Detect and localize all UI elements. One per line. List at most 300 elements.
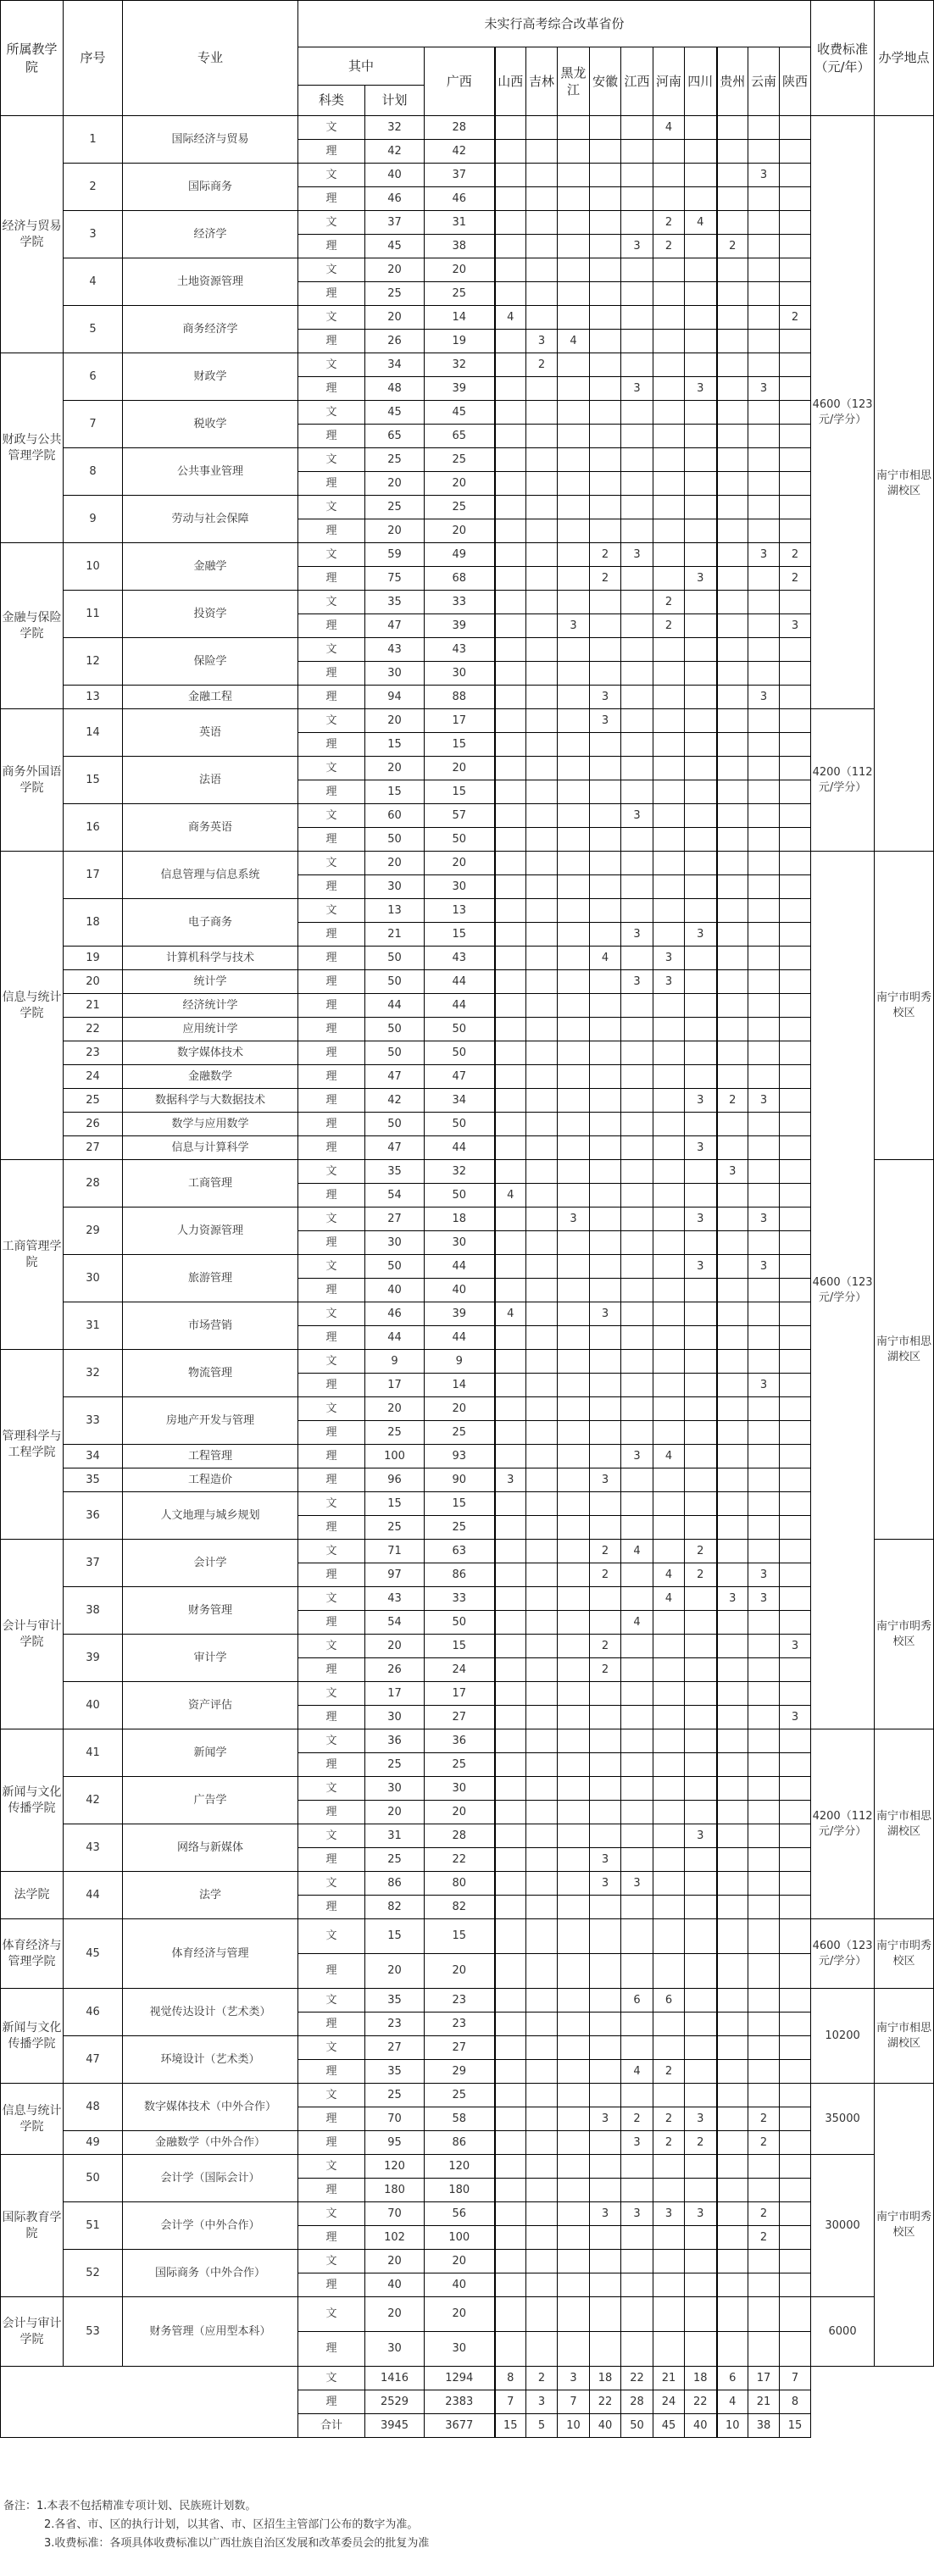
totals-province: 10 <box>717 2414 748 2438</box>
province-cell <box>653 353 685 377</box>
major-cell: 国际商务 <box>123 164 298 211</box>
guangxi-cell: 25 <box>425 1516 495 1540</box>
province-cell <box>717 1468 748 1492</box>
province-cell <box>526 1326 558 1350</box>
province-cell <box>590 923 621 947</box>
province-cell <box>590 1896 621 1919</box>
kelei-cell: 文 <box>298 448 365 472</box>
province-cell <box>495 1989 526 2012</box>
kelei-cell: 文 <box>298 638 365 662</box>
table-row <box>1 1350 934 1374</box>
kelei-cell: 理 <box>298 1954 365 1989</box>
province-cell <box>780 519 811 543</box>
province-cell <box>685 1065 717 1089</box>
province-cell <box>780 1896 811 1919</box>
province-cell <box>558 947 590 970</box>
province-cell <box>653 1279 685 1302</box>
province-cell <box>558 258 590 282</box>
province-cell <box>526 1753 558 1777</box>
province-cell <box>748 614 780 638</box>
province-cell <box>717 1872 748 1896</box>
plan-cell: 20 <box>365 852 425 875</box>
kelei-cell: 理 <box>298 519 365 543</box>
plan-cell: 50 <box>365 1041 425 1065</box>
plan-cell: 20 <box>365 472 425 496</box>
major-cell: 会计学（国际会计） <box>123 2155 298 2202</box>
kelei-cell: 理 <box>298 1611 365 1635</box>
province-cell <box>685 1421 717 1445</box>
province-cell <box>590 496 621 519</box>
province-cell <box>495 1374 526 1397</box>
seq-cell: 17 <box>64 852 123 899</box>
province-cell <box>653 258 685 282</box>
table-row <box>1 2131 934 2155</box>
province-cell: 6 <box>653 1989 685 2012</box>
province-cell <box>748 780 780 804</box>
table-row <box>1 2155 934 2179</box>
province-cell <box>653 2084 685 2107</box>
province-cell <box>780 875 811 899</box>
province-cell <box>780 591 811 614</box>
province-cell <box>653 1635 685 1658</box>
header-province: 黑龙江 <box>558 47 590 116</box>
province-cell <box>685 330 717 353</box>
province-cell <box>495 1231 526 1255</box>
plan-cell: 45 <box>365 401 425 425</box>
seq-cell: 38 <box>64 1587 123 1635</box>
province-cell: 4 <box>558 330 590 353</box>
province-cell <box>717 187 748 211</box>
plan-cell: 46 <box>365 1302 425 1326</box>
province-cell <box>780 1954 811 1989</box>
province-cell <box>558 1540 590 1563</box>
province-cell <box>717 282 748 306</box>
guangxi-cell: 23 <box>425 1989 495 2012</box>
kelei-cell: 文 <box>298 1824 365 1848</box>
province-cell: 3 <box>590 709 621 733</box>
province-cell <box>558 1445 590 1468</box>
guangxi-cell: 25 <box>425 1753 495 1777</box>
province-cell <box>621 2155 653 2179</box>
major-cell: 金融数学（中外合作） <box>123 2131 298 2155</box>
province-cell <box>621 1587 653 1611</box>
table-row <box>1 1682 934 1706</box>
seq-cell: 37 <box>64 1540 123 1587</box>
totals-province: 18 <box>685 2367 717 2390</box>
province-cell <box>495 567 526 591</box>
province-cell <box>558 1848 590 1872</box>
province-cell: 3 <box>590 1302 621 1326</box>
province-cell <box>653 899 685 923</box>
province-cell <box>621 1255 653 1279</box>
province-cell <box>558 1302 590 1326</box>
header-province: 山西 <box>495 47 526 116</box>
province-cell: 4 <box>621 2060 653 2084</box>
province-cell <box>748 1113 780 1136</box>
table-row <box>1 1635 934 1658</box>
province-cell <box>717 757 748 780</box>
province-cell: 3 <box>590 1872 621 1896</box>
province-cell <box>621 306 653 330</box>
province-cell: 2 <box>590 1658 621 1682</box>
province-cell <box>495 2273 526 2297</box>
province-cell <box>558 899 590 923</box>
kelei-cell: 理 <box>298 2060 365 2084</box>
plan-cell: 50 <box>365 1018 425 1041</box>
province-cell <box>621 472 653 496</box>
province-cell <box>653 448 685 472</box>
province-cell <box>590 258 621 282</box>
kelei-cell: 理 <box>298 2107 365 2131</box>
province-cell <box>590 1421 621 1445</box>
province-cell <box>780 1989 811 2012</box>
table-row <box>1 1445 934 1468</box>
province-cell <box>653 1302 685 1326</box>
seq-cell: 14 <box>64 709 123 757</box>
seq-cell: 50 <box>64 2155 123 2202</box>
province-cell <box>748 1492 780 1516</box>
province-cell <box>685 519 717 543</box>
province-cell <box>558 1706 590 1729</box>
major-cell: 信息管理与信息系统 <box>123 852 298 899</box>
province-cell <box>621 448 653 472</box>
plan-cell: 42 <box>365 140 425 164</box>
guangxi-cell: 44 <box>425 1326 495 1350</box>
fee-cell: 4600（123元/学分） <box>811 116 875 709</box>
province-cell <box>780 1848 811 1872</box>
province-cell <box>495 1848 526 1872</box>
province-cell <box>495 2226 526 2250</box>
province-cell <box>495 1350 526 1374</box>
kelei-cell: 理 <box>298 377 365 401</box>
province-cell <box>558 519 590 543</box>
major-cell: 数字媒体技术 <box>123 1041 298 1065</box>
province-cell <box>495 1397 526 1421</box>
province-cell <box>621 1231 653 1255</box>
guangxi-cell: 50 <box>425 1018 495 1041</box>
province-cell <box>748 187 780 211</box>
province-cell <box>495 780 526 804</box>
guangxi-cell: 24 <box>425 1658 495 1682</box>
province-cell <box>558 1160 590 1184</box>
province-cell <box>558 1587 590 1611</box>
province-cell <box>558 164 590 187</box>
province-cell <box>621 1326 653 1350</box>
province-cell <box>653 757 685 780</box>
guangxi-cell: 27 <box>425 2036 495 2060</box>
province-cell <box>748 828 780 852</box>
province-cell <box>558 1989 590 2012</box>
province-cell <box>621 2250 653 2273</box>
province-cell <box>590 757 621 780</box>
guangxi-cell: 88 <box>425 686 495 709</box>
province-cell <box>495 2131 526 2155</box>
province-cell: 2 <box>748 2202 780 2226</box>
province-cell <box>590 282 621 306</box>
province-cell: 3 <box>748 1255 780 1279</box>
major-cell: 数字媒体技术（中外合作） <box>123 2084 298 2131</box>
province-cell <box>685 947 717 970</box>
province-cell <box>495 733 526 757</box>
province-cell <box>717 1706 748 1729</box>
guangxi-cell: 34 <box>425 1089 495 1113</box>
plan-cell: 20 <box>365 258 425 282</box>
province-cell <box>590 1374 621 1397</box>
province-cell <box>621 899 653 923</box>
kelei-cell: 理 <box>298 1421 365 1445</box>
guangxi-cell: 25 <box>425 448 495 472</box>
major-cell: 经济统计学 <box>123 994 298 1018</box>
guangxi-cell: 9 <box>425 1350 495 1374</box>
plan-cell: 25 <box>365 1421 425 1445</box>
province-cell <box>653 401 685 425</box>
kelei-cell: 文 <box>298 709 365 733</box>
table-row <box>1 638 934 662</box>
kelei-cell: 理 <box>298 686 365 709</box>
totals-province: 24 <box>653 2390 685 2414</box>
seq-cell: 22 <box>64 1018 123 1041</box>
province-cell <box>717 1279 748 1302</box>
plan-cell: 20 <box>365 1801 425 1824</box>
province-cell <box>590 1492 621 1516</box>
province-cell <box>748 2060 780 2084</box>
table-header <box>1 1 934 116</box>
province-cell <box>685 1989 717 2012</box>
plan-cell: 20 <box>365 757 425 780</box>
province-cell <box>495 994 526 1018</box>
province-cell <box>748 1302 780 1326</box>
province-cell <box>590 2226 621 2250</box>
province-cell <box>748 1989 780 2012</box>
guangxi-cell: 20 <box>425 2250 495 2273</box>
kelei-cell: 理 <box>298 1089 365 1113</box>
province-cell <box>621 567 653 591</box>
province-cell <box>590 733 621 757</box>
plan-cell: 40 <box>365 2273 425 2297</box>
plan-cell: 25 <box>365 1848 425 1872</box>
province-cell <box>748 425 780 448</box>
province-cell <box>685 757 717 780</box>
province-cell <box>685 1954 717 1989</box>
major-cell: 商务英语 <box>123 804 298 852</box>
province-cell <box>717 472 748 496</box>
province-cell <box>558 923 590 947</box>
plan-cell: 17 <box>365 1682 425 1706</box>
province-cell <box>685 1919 717 1954</box>
province-cell <box>685 2273 717 2297</box>
seq-cell: 20 <box>64 970 123 994</box>
province-cell <box>590 2250 621 2273</box>
province-cell <box>653 852 685 875</box>
province-cell <box>621 164 653 187</box>
province-cell <box>558 2107 590 2131</box>
province-cell <box>526 2332 558 2367</box>
province-cell <box>653 1492 685 1516</box>
table-row <box>1 1065 934 1089</box>
table-row <box>1 1136 934 1160</box>
province-cell <box>621 1279 653 1302</box>
province-cell <box>717 306 748 330</box>
province-cell: 3 <box>526 330 558 353</box>
province-cell <box>621 2012 653 2036</box>
province-cell <box>558 1421 590 1445</box>
province-cell <box>653 2226 685 2250</box>
totals-guangxi: 1294 <box>425 2367 495 2390</box>
province-cell: 2 <box>653 2131 685 2155</box>
plan-cell: 27 <box>365 2036 425 2060</box>
kelei-cell: 文 <box>298 1350 365 1374</box>
province-cell: 3 <box>621 2131 653 2155</box>
college-cell: 会计与审计学院 <box>1 2297 64 2367</box>
province-cell <box>653 164 685 187</box>
province-cell <box>780 1136 811 1160</box>
kelei-cell: 理 <box>298 2131 365 2155</box>
province-cell <box>685 306 717 330</box>
province-cell <box>558 1468 590 1492</box>
plan-cell: 26 <box>365 330 425 353</box>
province-cell <box>685 2250 717 2273</box>
province-cell <box>780 1208 811 1231</box>
table-row <box>1 757 934 780</box>
totals-kelei: 理 <box>298 2390 365 2414</box>
kelei-cell: 文 <box>298 804 365 828</box>
province-cell <box>780 899 811 923</box>
plan-cell: 97 <box>365 1563 425 1587</box>
province-cell <box>558 875 590 899</box>
plan-cell: 25 <box>365 448 425 472</box>
province-cell <box>780 1350 811 1374</box>
kelei-cell: 文 <box>298 1302 365 1326</box>
province-cell <box>495 2060 526 2084</box>
province-cell <box>621 2332 653 2367</box>
province-cell <box>717 1374 748 1397</box>
province-cell <box>717 1658 748 1682</box>
province-cell <box>653 330 685 353</box>
province-cell <box>685 1184 717 1208</box>
seq-cell: 13 <box>64 686 123 709</box>
province-cell <box>748 1753 780 1777</box>
header-province: 云南 <box>748 47 780 116</box>
province-cell <box>780 2060 811 2084</box>
province-cell: 2 <box>780 543 811 567</box>
major-cell: 会计学（中外合作） <box>123 2202 298 2250</box>
province-cell <box>621 401 653 425</box>
province-cell <box>780 2297 811 2332</box>
major-cell: 工程管理 <box>123 1445 298 1468</box>
province-cell <box>590 448 621 472</box>
kelei-cell: 理 <box>298 425 365 448</box>
province-cell: 2 <box>653 614 685 638</box>
province-cell <box>526 2084 558 2107</box>
province-cell <box>748 1136 780 1160</box>
province-cell <box>653 1954 685 1989</box>
province-cell <box>748 1706 780 1729</box>
major-cell: 体育经济与管理 <box>123 1919 298 1989</box>
seq-cell: 42 <box>64 1777 123 1824</box>
province-cell <box>717 1065 748 1089</box>
province-cell <box>558 235 590 258</box>
province-cell <box>590 1208 621 1231</box>
province-cell: 2 <box>653 591 685 614</box>
province-cell <box>685 2226 717 2250</box>
province-cell <box>780 2226 811 2250</box>
province-cell <box>621 2273 653 2297</box>
kelei-cell: 理 <box>298 733 365 757</box>
province-cell <box>653 828 685 852</box>
province-cell <box>685 2012 717 2036</box>
province-cell <box>653 519 685 543</box>
kelei-cell: 理 <box>298 2273 365 2297</box>
province-cell <box>558 425 590 448</box>
province-cell <box>685 448 717 472</box>
plan-cell: 23 <box>365 2012 425 2036</box>
province-cell <box>621 591 653 614</box>
province-cell <box>717 2012 748 2036</box>
guangxi-cell: 20 <box>425 852 495 875</box>
kelei-cell: 文 <box>298 1208 365 1231</box>
seq-cell: 29 <box>64 1208 123 1255</box>
province-cell <box>621 733 653 757</box>
province-cell <box>526 852 558 875</box>
college-cell: 信息与统计学院 <box>1 852 64 1160</box>
province-cell <box>653 1729 685 1753</box>
province-cell <box>526 2012 558 2036</box>
province-cell <box>495 140 526 164</box>
province-cell <box>495 164 526 187</box>
province-cell <box>621 614 653 638</box>
fee-cell: 4600（123元/学分） <box>811 852 875 1729</box>
province-cell <box>590 1113 621 1136</box>
province-cell <box>653 1801 685 1824</box>
province-cell <box>558 2332 590 2367</box>
province-cell <box>558 1563 590 1587</box>
plan-cell: 50 <box>365 970 425 994</box>
province-cell <box>526 1397 558 1421</box>
kelei-cell: 文 <box>298 258 365 282</box>
province-cell <box>685 1516 717 1540</box>
province-cell <box>653 425 685 448</box>
province-cell <box>653 1516 685 1540</box>
province-cell <box>495 1954 526 1989</box>
province-cell <box>526 235 558 258</box>
province-cell <box>621 2084 653 2107</box>
province-cell: 2 <box>653 235 685 258</box>
province-cell <box>495 2012 526 2036</box>
province-cell <box>590 1231 621 1255</box>
province-cell <box>558 591 590 614</box>
totals-kelei: 合计 <box>298 2414 365 2438</box>
province-cell <box>526 1421 558 1445</box>
plan-cell: 32 <box>365 116 425 140</box>
province-cell <box>685 496 717 519</box>
province-cell <box>653 1753 685 1777</box>
province-cell <box>621 1706 653 1729</box>
plan-cell: 37 <box>365 211 425 235</box>
province-cell <box>780 1397 811 1421</box>
province-cell <box>685 1350 717 1374</box>
province-cell <box>685 1302 717 1326</box>
table-row <box>1 1989 934 2012</box>
province-cell <box>780 1516 811 1540</box>
guangxi-cell: 30 <box>425 662 495 686</box>
plan-cell: 40 <box>365 1279 425 1302</box>
province-cell <box>717 1682 748 1706</box>
province-cell <box>653 780 685 804</box>
province-cell <box>526 923 558 947</box>
province-cell <box>780 1231 811 1255</box>
province-cell <box>495 519 526 543</box>
plan-cell: 94 <box>365 686 425 709</box>
